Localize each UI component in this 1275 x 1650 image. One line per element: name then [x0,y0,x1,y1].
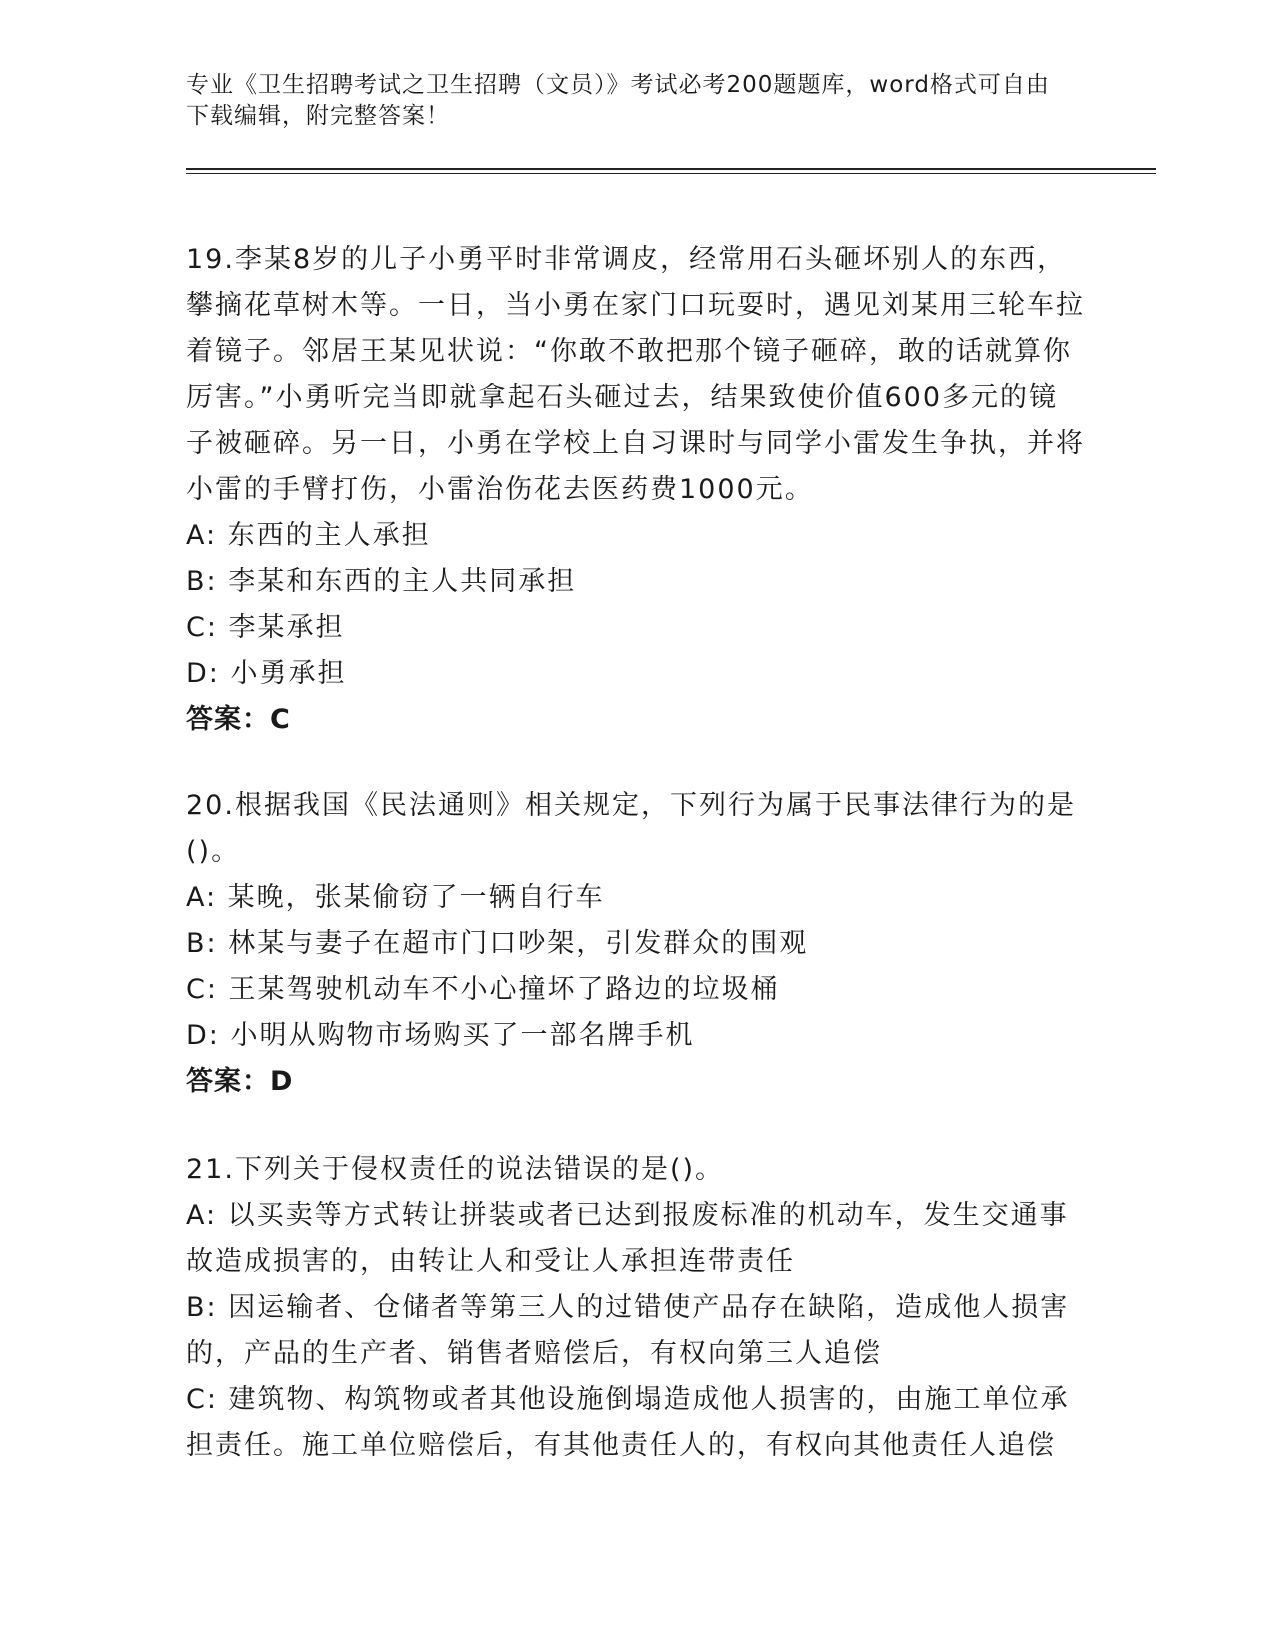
question-stem: 19.李某8岁的儿子小勇平时非常调皮，经常用石头砸坏别人的东西，攀摘花草树木等。一日，当小勇在家门口玩耍时，遇见刘某用三轮车拉着镜子。邻居王某见状说：“你敢不敢把那个镜子砸碎，敢的话就算你厉害。”小勇听完当即就拿起石头砸过去，结果致使价值600多元的镜子被砸碎。另一日，小勇在学校上自习课时与同学小雷发生争执，并将小雷的手臂打伤，小雷治伤花去医药费1000元。 [186,244,1085,505]
option-c: C: 王某驾驶机动车不小心撞坏了路边的垃圾桶 [186,974,780,1005]
option-c: C: 李某承担 [186,612,345,643]
option-a: A: 某晚，张某偷窃了一辆自行车 [186,882,605,913]
option-d: D: 小勇承担 [186,658,347,689]
answer: 答案：C [186,704,291,735]
document-header: 专业《卫生招聘考试之卫生招聘（文员）》考试必考200题题库，word格式可自由下载编辑，附完整答案！ [186,72,1050,129]
option-a: A: 东西的主人承担 [186,520,431,551]
question-20 [186,783,1086,1105]
option-a: A: 以买卖等方式转让拼装或者已达到报废标准的机动车，发生交通事故造成损害的，由转让人和受让人承担连带责任 [186,1200,1069,1277]
document-page [186,70,1156,1461]
question-stem: 20.根据我国《民法通则》相关规定，下列行为属于民事法律行为的是()。 [186,790,1076,867]
option-b: B: 林某与妻子在超市门口吵架，引发群众的围观 [186,928,809,959]
question-stem: 21.下列关于侵权责任的说法错误的是()。 [186,1154,725,1185]
question-21 [186,1147,1086,1469]
option-b: B: 因运输者、仓储者等第三人的过错使产品存在缺陷，造成他人损害的，产品的生产者、销售者赔偿后，有权向第三人追偿 [186,1292,1070,1369]
header-divider [186,168,1156,174]
option-d: D: 小明从购物市场购买了一部名牌手机 [186,1020,695,1051]
option-b: B: 李某和东西的主人共同承担 [186,566,577,597]
option-c: C: 建筑物、构筑物或者其他设施倒塌造成他人损害的，由施工单位承担责任。施工单位赔偿后，有其他责任人的，有权向其他责任人追偿 [186,1384,1070,1461]
question-19 [186,237,1086,743]
answer: 答案：D [186,1066,294,1097]
